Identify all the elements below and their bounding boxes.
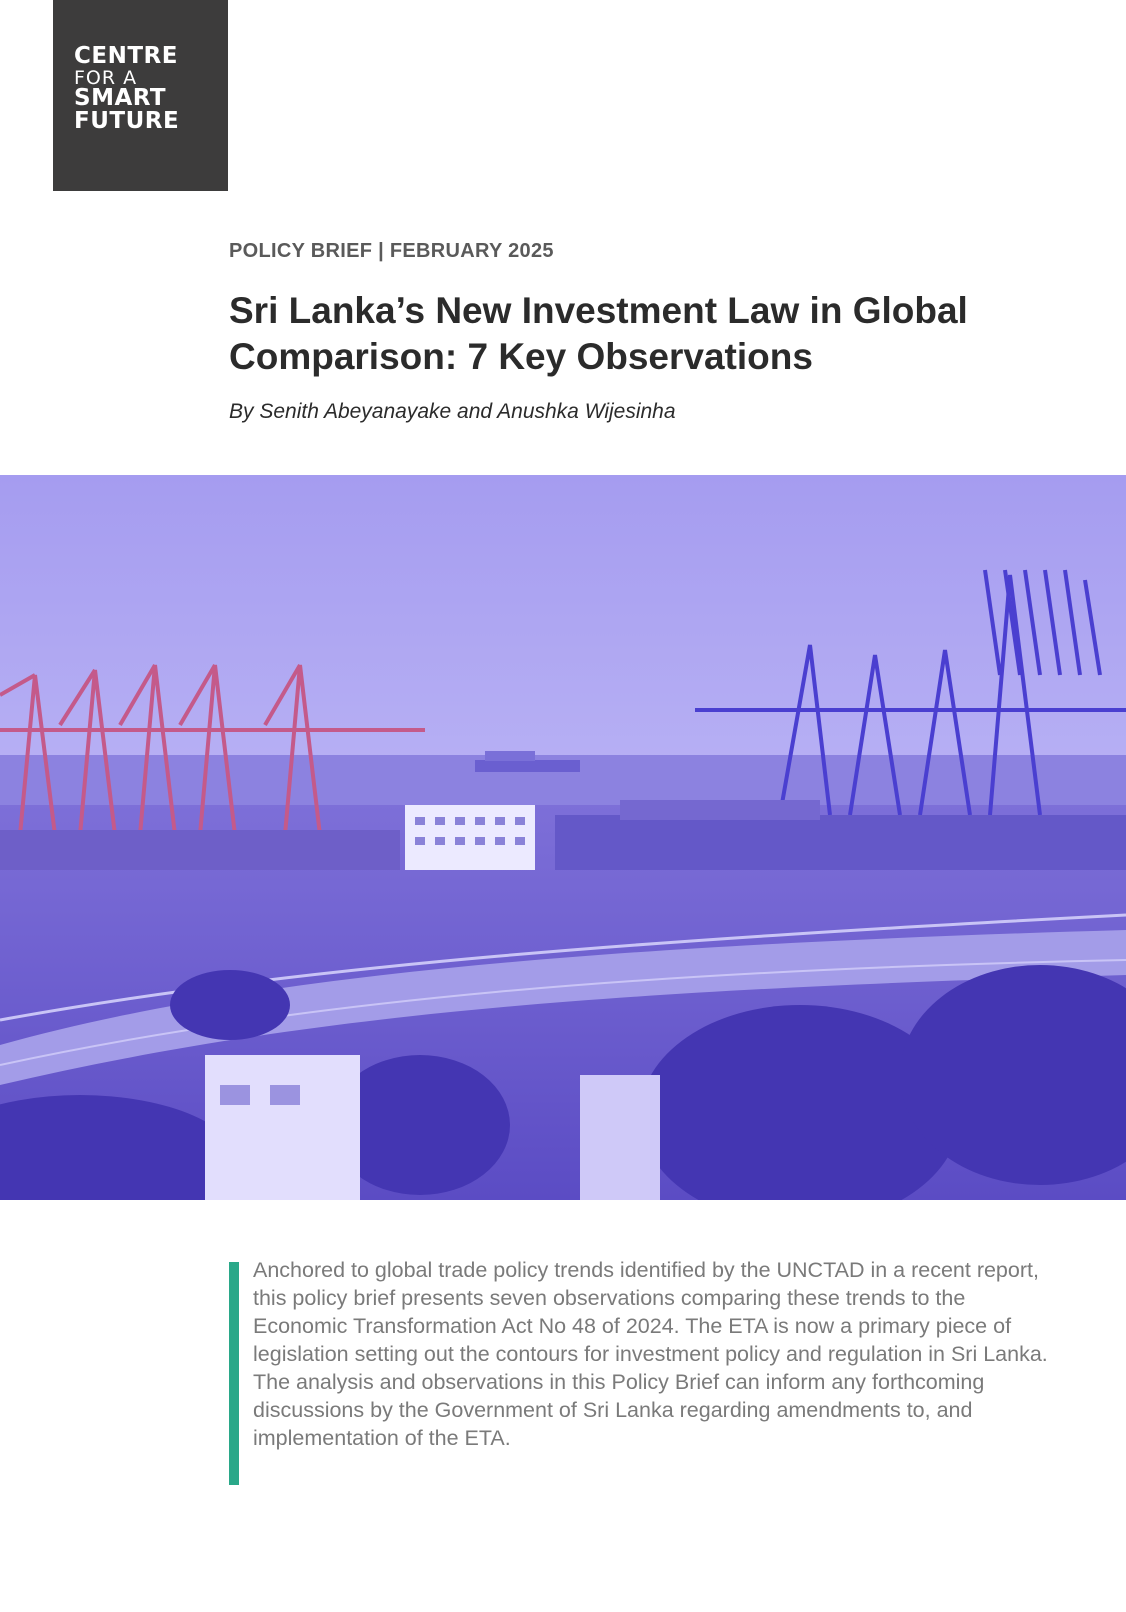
publication-kicker: POLICY BRIEF | FEBRUARY 2025 <box>229 240 554 262</box>
author-byline: By Senith Abeyanayake and Anushka Wijesinha <box>229 400 676 423</box>
abstract-text: Anchored to global trade policy trends identified by the UNCTAD in a recent report, this policy brief presents seven observations comparing these trends to the Economic Transformation Act No 48 of 2024. The ETA is now a primary piece of legislation setting out the contours for investment policy and regulation in Sri Lanka. The analysis and observations in this Policy Brief can inform any forthcoming discussions by the Government of Sri Lanka regarding amendments to, and implementation of the ETA. <box>253 1258 1048 1450</box>
logo-line-future: FUTURE <box>74 108 180 134</box>
logo-line-for-a: FOR A <box>74 67 138 89</box>
logo-line-centre: CENTRE <box>74 43 178 69</box>
abstract-accent-bar <box>229 1262 239 1485</box>
document-title: Sri Lanka’s New Investment Law in Global Comparison: 7 Key Observations <box>229 290 968 377</box>
port-cranes-photo <box>0 475 1126 1200</box>
logo-line-smart: SMART <box>74 85 167 111</box>
organization-logo <box>53 0 228 191</box>
photo-illustration <box>0 475 1126 1200</box>
